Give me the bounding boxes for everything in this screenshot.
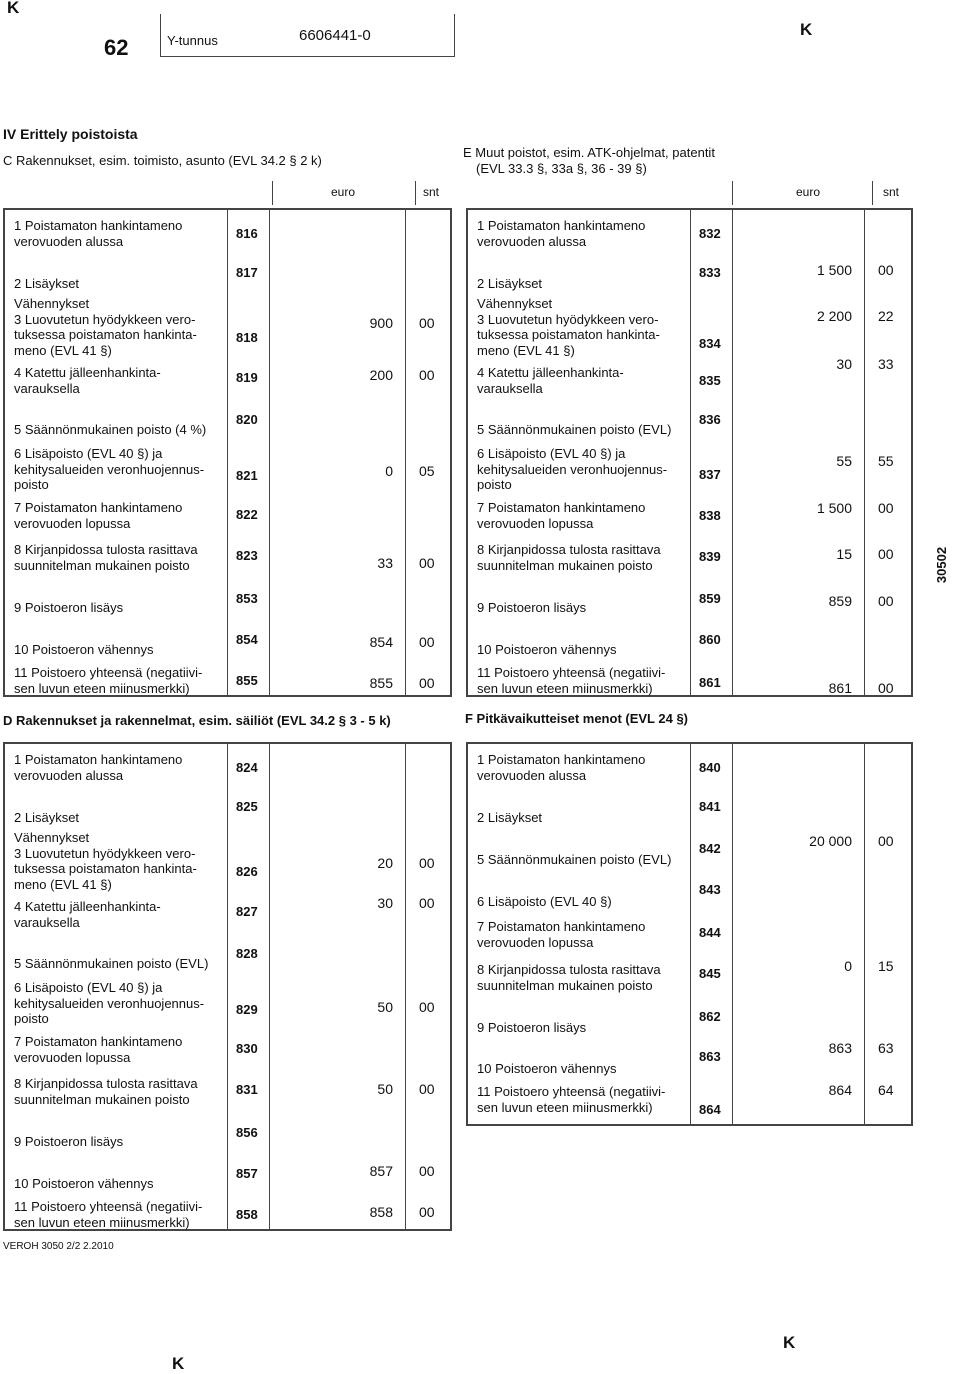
- c-col-snt: snt: [423, 185, 440, 199]
- row-label: 6 Lisäpoisto (EVL 40 §): [477, 894, 612, 909]
- row-euro-field[interactable]: 15: [836, 546, 852, 562]
- e-col-headers: [732, 181, 911, 205]
- row-code: 860: [699, 632, 721, 647]
- row-code: 856: [236, 1125, 258, 1140]
- row-code: 864: [699, 1102, 721, 1117]
- row-label: 5 Säännönmukainen poisto (EVL): [477, 852, 672, 867]
- row-euro-field[interactable]: 854: [369, 634, 393, 650]
- row-code: 824: [236, 760, 258, 775]
- row-code: 855: [236, 673, 258, 688]
- row-snt-field[interactable]: 00: [419, 555, 435, 571]
- row-code: 825: [236, 799, 258, 814]
- value-column-divider: [269, 210, 270, 695]
- row-label: 2 Lisäykset: [14, 276, 80, 291]
- row-code: 837: [699, 467, 721, 482]
- row-euro-field[interactable]: 30: [377, 895, 393, 911]
- row-code: 857: [236, 1166, 258, 1181]
- corner-mark: K: [7, 0, 20, 17]
- value-column-divider: [269, 744, 270, 1229]
- row-label: 2 Lisäykset: [477, 810, 543, 825]
- row-label: 9 Poistoeron lisäys: [477, 600, 587, 615]
- row-code: 820: [236, 412, 258, 427]
- row-label: 2 Lisäykset: [477, 276, 543, 291]
- row-code: 839: [699, 549, 721, 564]
- row-snt-field[interactable]: 05: [419, 463, 435, 479]
- side-code: 30502: [934, 546, 949, 584]
- row-label: 8 Kirjanpidossa tulosta rasittava suunnitelman mukainen poisto: [14, 1076, 198, 1107]
- row-euro-field[interactable]: 0: [844, 958, 852, 974]
- row-label: 4 Katettu jälleenhankinta- varauksella: [477, 365, 624, 396]
- row-label: 7 Poistamaton hankintameno verovuoden lopussa: [14, 1034, 183, 1065]
- row-label: 1 Poistamaton hankintameno verovuoden alussa: [477, 218, 646, 249]
- row-euro-field[interactable]: 863: [828, 1040, 852, 1056]
- code-column-divider: [227, 210, 228, 695]
- e-col-euro: euro: [796, 185, 821, 199]
- row-snt-field[interactable]: 00: [878, 500, 894, 516]
- row-snt-field[interactable]: 00: [419, 855, 435, 871]
- row-code: 863: [699, 1049, 721, 1064]
- section-f-table: [466, 742, 913, 1126]
- row-snt-field[interactable]: 00: [419, 999, 435, 1015]
- row-code: 843: [699, 882, 721, 897]
- row-label: 10 Poistoeron vähennys: [14, 1176, 154, 1191]
- row-code: 840: [699, 760, 721, 775]
- snt-column-divider: [864, 744, 865, 1124]
- row-code: 859: [699, 591, 721, 606]
- section-c-table: [3, 208, 452, 697]
- row-label: 5 Säännönmukainen poisto (4 %): [14, 422, 207, 437]
- row-snt-field[interactable]: 63: [878, 1040, 894, 1056]
- row-label: 2 Lisäykset: [14, 810, 80, 825]
- c-col-euro: euro: [331, 185, 356, 199]
- section-c-title: C Rakennukset, esim. toimisto, asunto (EVL 34.2 § 2 k): [3, 153, 322, 168]
- snt-column-divider: [405, 210, 406, 695]
- row-code: 821: [236, 468, 258, 483]
- snt-column-divider: [864, 210, 865, 695]
- row-snt-field[interactable]: 22: [878, 308, 894, 324]
- row-code: 829: [236, 1002, 258, 1017]
- row-label: 5 Säännönmukainen poisto (EVL): [14, 956, 209, 971]
- row-code: 827: [236, 904, 258, 919]
- row-code: 828: [236, 946, 258, 961]
- row-label: 11 Poistoero yhteensä (negatiivi- sen luvun eteen miinusmerkki): [14, 665, 203, 696]
- row-euro-field[interactable]: 857: [369, 1163, 393, 1179]
- row-label: 7 Poistamaton hankintameno verovuoden lopussa: [477, 500, 646, 531]
- row-code: 841: [699, 799, 721, 814]
- row-snt-field[interactable]: 33: [878, 356, 894, 372]
- row-snt-field[interactable]: 00: [419, 1163, 435, 1179]
- row-label: 9 Poistoeron lisäys: [14, 600, 124, 615]
- row-snt-field[interactable]: 55: [878, 453, 894, 469]
- row-euro-field[interactable]: 861: [828, 680, 852, 696]
- row-code: 845: [699, 966, 721, 981]
- footer-mark-right: K: [783, 1333, 796, 1352]
- row-label: 4 Katettu jälleenhankinta- varauksella: [14, 365, 161, 396]
- section-d-table: [3, 742, 452, 1231]
- row-euro-field[interactable]: 858: [369, 1204, 393, 1220]
- row-label: 11 Poistoero yhteensä (negatiivi- sen luvun eteen miinusmerkki): [477, 1084, 666, 1115]
- row-snt-field[interactable]: 00: [878, 833, 894, 849]
- row-label: 1 Poistamaton hankintameno verovuoden alussa: [14, 218, 183, 249]
- code-column-divider: [227, 744, 228, 1229]
- form-id: VEROH 3050 2/2 2.2010: [3, 1241, 114, 1252]
- row-code: 823: [236, 548, 258, 563]
- row-code: 819: [236, 370, 258, 385]
- row-code: 832: [699, 226, 721, 241]
- row-euro-field[interactable]: 200: [369, 367, 393, 383]
- row-snt-field[interactable]: 64: [878, 1082, 894, 1098]
- row-code: 816: [236, 226, 258, 241]
- row-euro-field[interactable]: 1 500: [816, 262, 852, 278]
- row-label: 9 Poistoeron lisäys: [477, 1020, 587, 1035]
- row-label: 10 Poistoeron vähennys: [477, 1061, 617, 1076]
- row-label: 6 Lisäpoisto (EVL 40 §) ja kehitysalueiden veronhuojennus- poisto: [14, 446, 205, 492]
- ytunnus-value[interactable]: 6606441-0: [299, 27, 371, 44]
- row-code: 838: [699, 508, 721, 523]
- code-column-divider: [690, 210, 691, 695]
- ytunnus-label: Y-tunnus: [167, 33, 218, 48]
- row-code: 834: [699, 336, 721, 351]
- row-code: 835: [699, 373, 721, 388]
- row-label: 5 Säännönmukainen poisto (EVL): [477, 422, 672, 437]
- row-code: 858: [236, 1207, 258, 1222]
- section-e-title-2: (EVL 33.3 §, 33a §, 36 - 39 §): [476, 161, 647, 176]
- row-label: 7 Poistamaton hankintameno verovuoden lopussa: [477, 919, 646, 950]
- row-snt-field[interactable]: 00: [419, 1204, 435, 1220]
- row-code: 836: [699, 412, 721, 427]
- row-label: 1 Poistamaton hankintameno verovuoden alussa: [14, 752, 183, 783]
- row-euro-field[interactable]: 2 200: [816, 308, 852, 324]
- row-euro-field[interactable]: 50: [377, 1081, 393, 1097]
- row-snt-field[interactable]: 00: [878, 593, 894, 609]
- code-column-divider: [690, 744, 691, 1124]
- row-label: 6 Lisäpoisto (EVL 40 §) ja kehitysalueiden veronhuojennus- poisto: [14, 980, 205, 1026]
- row-label: 8 Kirjanpidossa tulosta rasittava suunnitelman mukainen poisto: [14, 542, 198, 573]
- row-code: 833: [699, 265, 721, 280]
- row-euro-field[interactable]: 20: [377, 855, 393, 871]
- row-code: 818: [236, 330, 258, 345]
- row-label: 8 Kirjanpidossa tulosta rasittava suunnitelman mukainen poisto: [477, 962, 661, 993]
- row-code: 831: [236, 1082, 258, 1097]
- row-euro-field[interactable]: 55: [836, 453, 852, 469]
- row-code: 844: [699, 925, 721, 940]
- row-label: Vähennykset 3 Luovutetun hyödykkeen vero- tuksessa poistamaton hankinta- meno (EVL 41 §): [14, 830, 197, 892]
- row-snt-field[interactable]: 00: [419, 1081, 435, 1097]
- row-snt-field[interactable]: 00: [419, 315, 435, 331]
- section-f-title: F Pitkävaikutteiset menot (EVL 24 §): [465, 711, 688, 726]
- row-snt-field[interactable]: 00: [878, 546, 894, 562]
- row-code: 826: [236, 864, 258, 879]
- row-label: 10 Poistoeron vähennys: [14, 642, 154, 657]
- row-label: 11 Poistoero yhteensä (negatiivi- sen luvun eteen miinusmerkki): [14, 1199, 203, 1230]
- corner-mark-right: K: [800, 20, 813, 39]
- row-euro-field[interactable]: 20 000: [809, 833, 852, 849]
- row-label: 7 Poistamaton hankintameno verovuoden lopussa: [14, 500, 183, 531]
- row-snt-field[interactable]: 15: [878, 958, 894, 974]
- row-euro-field[interactable]: 33: [377, 555, 393, 571]
- row-label: 1 Poistamaton hankintameno verovuoden alussa: [477, 752, 646, 783]
- row-code: 861: [699, 675, 721, 690]
- row-code: 854: [236, 632, 258, 647]
- row-code: 853: [236, 591, 258, 606]
- row-euro-field[interactable]: 50: [377, 999, 393, 1015]
- row-euro-field[interactable]: 900: [369, 315, 393, 331]
- row-code: 862: [699, 1009, 721, 1024]
- row-euro-field[interactable]: 0: [385, 463, 393, 479]
- row-code: 817: [236, 265, 258, 280]
- footer-mark-left: K: [172, 1354, 185, 1373]
- row-snt-field[interactable]: 00: [419, 367, 435, 383]
- e-col-snt: snt: [883, 185, 900, 199]
- row-euro-field[interactable]: 864: [828, 1082, 852, 1098]
- row-euro-field[interactable]: 855: [369, 675, 393, 691]
- row-label: 4 Katettu jälleenhankinta- varauksella: [14, 899, 161, 930]
- row-code: 822: [236, 507, 258, 522]
- row-snt-field[interactable]: 00: [878, 262, 894, 278]
- row-euro-field[interactable]: 30: [836, 356, 852, 372]
- value-column-divider: [732, 744, 733, 1124]
- row-label: 10 Poistoeron vähennys: [477, 642, 617, 657]
- row-label: 9 Poistoeron lisäys: [14, 1134, 124, 1149]
- section-d-title: D Rakennukset ja rakennelmat, esim. säiliöt (EVL 34.2 § 3 - 5 k): [3, 713, 391, 728]
- row-label: 8 Kirjanpidossa tulosta rasittava suunnitelman mukainen poisto: [477, 542, 661, 573]
- page-number: 62: [104, 35, 129, 60]
- row-euro-field[interactable]: 1 500: [816, 500, 852, 516]
- c-col-headers: [272, 181, 453, 205]
- row-euro-field[interactable]: 859: [828, 593, 852, 609]
- row-snt-field[interactable]: 00: [419, 634, 435, 650]
- snt-column-divider: [405, 744, 406, 1229]
- row-label: 11 Poistoero yhteensä (negatiivi- sen luvun eteen miinusmerkki): [477, 665, 666, 696]
- row-snt-field[interactable]: 00: [419, 675, 435, 691]
- row-snt-field[interactable]: 00: [419, 895, 435, 911]
- row-label: Vähennykset 3 Luovutetun hyödykkeen vero- tuksessa poistamaton hankinta- meno (EVL 41 §): [477, 296, 660, 358]
- row-code: 842: [699, 841, 721, 856]
- row-code: 830: [236, 1041, 258, 1056]
- row-label: 6 Lisäpoisto (EVL 40 §) ja kehitysalueiden veronhuojennus- poisto: [477, 446, 668, 492]
- section-e-title: E Muut poistot, esim. ATK-ohjelmat, patentit: [463, 145, 715, 160]
- ytunnus-box: [160, 14, 455, 57]
- row-snt-field[interactable]: 00: [878, 680, 894, 696]
- section-e-table: [466, 208, 913, 697]
- page-title: IV Erittely poistoista: [3, 126, 138, 142]
- row-label: Vähennykset 3 Luovutetun hyödykkeen vero- tuksessa poistamaton hankinta- meno (EVL 41 §): [14, 296, 197, 358]
